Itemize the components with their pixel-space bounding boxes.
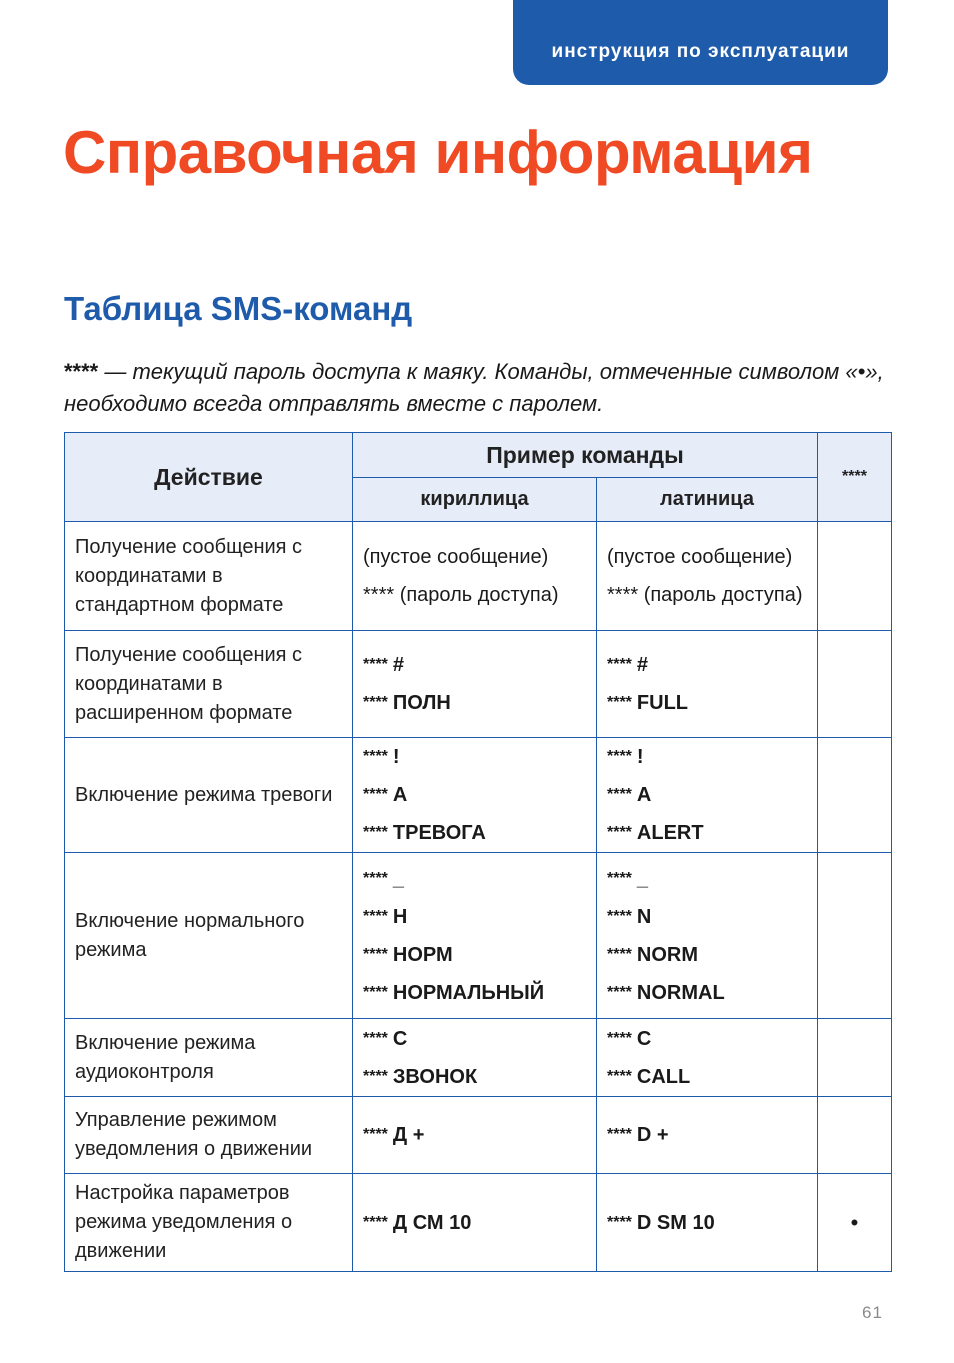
command-text: # xyxy=(636,654,649,676)
command-latin-cell xyxy=(597,631,818,738)
password-placeholder: **** xyxy=(363,869,388,887)
table-body xyxy=(65,522,892,1272)
password-placeholder: **** xyxy=(607,1029,632,1047)
header-cyrillic: кириллица xyxy=(353,478,597,522)
command-line xyxy=(607,1204,807,1242)
password-required-flag xyxy=(818,1019,892,1097)
command-text: N xyxy=(636,905,652,928)
password-placeholder: **** xyxy=(363,1067,388,1085)
password-placeholder: **** xyxy=(607,983,632,1001)
command-text: ALERT xyxy=(636,822,704,844)
password-placeholder: **** xyxy=(363,656,388,673)
command-text: Д СМ 10 xyxy=(392,1211,472,1234)
command-line xyxy=(363,860,586,898)
password-placeholder: **** xyxy=(363,1213,388,1231)
command-text: ! xyxy=(636,746,644,768)
password-note xyxy=(64,356,894,420)
section-title: Таблица SMS-команд xyxy=(64,290,413,327)
command-line xyxy=(607,1058,807,1096)
command-line xyxy=(363,1204,586,1242)
command-line xyxy=(607,936,807,974)
password-placeholder: **** xyxy=(607,869,632,887)
table-row xyxy=(65,738,892,853)
header-example: Пример команды xyxy=(353,433,818,478)
header-tab-label: инструкция по эксплуатации xyxy=(551,40,850,62)
password-placeholder: **** xyxy=(607,824,632,841)
password-placeholder: **** xyxy=(607,945,632,963)
command-line: (пустое сообщение) xyxy=(363,546,549,568)
command-text: # xyxy=(392,654,405,676)
password-required-flag xyxy=(818,1097,892,1174)
command-line xyxy=(607,974,807,1012)
command-line xyxy=(363,936,586,974)
command-text: Н xyxy=(392,905,408,928)
command-line xyxy=(607,1020,807,1058)
command-text: ПОЛН xyxy=(392,692,451,714)
password-placeholder: **** xyxy=(363,1126,388,1143)
command-text: NORM xyxy=(636,943,699,966)
command-cyrillic-cell xyxy=(353,853,597,1019)
password-required-flag xyxy=(818,522,892,631)
sms-commands-table xyxy=(64,432,892,1272)
command-text: ЗВОНОК xyxy=(392,1065,478,1088)
password-placeholder: **** xyxy=(363,1029,388,1047)
command-line xyxy=(363,814,586,852)
password-placeholder: **** xyxy=(363,786,388,803)
command-line xyxy=(363,1116,586,1154)
command-line xyxy=(607,738,807,776)
command-line xyxy=(363,898,586,936)
password-placeholder: **** xyxy=(363,824,388,841)
password-placeholder: **** xyxy=(363,983,388,1001)
header-action: Действие xyxy=(65,433,353,522)
command-latin-cell xyxy=(597,522,818,631)
command-line xyxy=(363,974,586,1012)
password-placeholder: **** xyxy=(607,786,632,803)
password-placeholder: **** xyxy=(363,907,388,925)
command-text: A xyxy=(636,784,652,806)
command-text: _ xyxy=(392,867,405,890)
command-text: НОРМ xyxy=(392,943,453,966)
password-required-flag xyxy=(818,631,892,738)
action-cell: Управление режимом уведомления о движении xyxy=(65,1097,353,1174)
command-text: ТРЕВОГА xyxy=(392,822,486,844)
command-line: (пустое сообщение) xyxy=(607,546,793,568)
command-line xyxy=(363,738,586,776)
action-cell: Получение сообщения с координатами в расширенном формате xyxy=(65,631,353,738)
command-line xyxy=(363,1020,586,1058)
action-cell: Настройка параметров режима уведомления о движении xyxy=(65,1174,353,1272)
command-text: C xyxy=(636,1027,652,1050)
command-line xyxy=(607,898,807,936)
password-placeholder: **** xyxy=(363,945,388,963)
command-line xyxy=(607,814,807,852)
command-line xyxy=(363,1058,586,1096)
command-latin-cell xyxy=(597,738,818,853)
table-row xyxy=(65,853,892,1019)
page-title: Справочная информация xyxy=(63,119,813,186)
header-tab xyxy=(513,0,888,85)
command-text: D + xyxy=(636,1124,669,1146)
command-text: NORMAL xyxy=(636,981,725,1004)
password-required-flag xyxy=(818,738,892,853)
table-row xyxy=(65,522,892,631)
header-password: **** xyxy=(818,433,892,522)
command-cyrillic-cell xyxy=(353,631,597,738)
table-row xyxy=(65,1097,892,1174)
command-text: ! xyxy=(392,746,400,768)
command-line xyxy=(363,776,586,814)
header-latin: латиница xyxy=(597,478,818,522)
command-line xyxy=(363,684,586,722)
command-line xyxy=(607,1116,807,1154)
command-cyrillic-cell xyxy=(353,1019,597,1097)
command-line xyxy=(607,860,807,898)
password-placeholder: **** xyxy=(607,694,632,711)
table-row xyxy=(65,1174,892,1272)
action-cell: Включение режима тревоги xyxy=(65,738,353,853)
action-cell: Включение режима аудиоконтроля xyxy=(65,1019,353,1097)
command-text: А xyxy=(392,784,408,806)
command-text: _ xyxy=(636,867,649,890)
table-row xyxy=(65,1019,892,1097)
password-placeholder: **** xyxy=(363,748,388,765)
note-stars: **** xyxy=(64,359,99,384)
action-cell: Включение нормального режима xyxy=(65,853,353,1019)
command-text: CALL xyxy=(636,1065,691,1088)
command-cyrillic-cell xyxy=(353,1174,597,1272)
page-number: 61 xyxy=(862,1303,883,1322)
command-cyrillic-cell xyxy=(353,1097,597,1174)
password-placeholder: **** xyxy=(607,907,632,925)
password-placeholder: **** xyxy=(607,1067,632,1085)
command-cyrillic-cell xyxy=(353,738,597,853)
password-placeholder: **** xyxy=(363,694,388,711)
table-row xyxy=(65,631,892,738)
password-placeholder: **** xyxy=(607,1126,632,1143)
password-required-flag: • xyxy=(818,1174,892,1272)
password-placeholder: **** xyxy=(607,1213,632,1231)
note-text: — текущий пароль доступа к маяку. Команды, отмеченные символом «•», необходимо всегда отправлять вместе с паролем. xyxy=(64,359,884,416)
command-line xyxy=(607,776,807,814)
command-text: Д + xyxy=(392,1124,425,1146)
password-placeholder: **** xyxy=(607,656,632,673)
password-placeholder: **** xyxy=(607,748,632,765)
command-latin-cell xyxy=(597,1174,818,1272)
command-cyrillic-cell xyxy=(353,522,597,631)
action-cell: Получение сообщения с координатами в стандартном формате xyxy=(65,522,353,631)
command-line xyxy=(363,646,586,684)
command-latin-cell xyxy=(597,853,818,1019)
command-line xyxy=(607,646,807,684)
command-text: D SM 10 xyxy=(636,1211,715,1234)
command-text: FULL xyxy=(636,692,688,714)
command-line: **** (пароль доступа) xyxy=(607,584,803,606)
command-latin-cell xyxy=(597,1097,818,1174)
command-latin-cell xyxy=(597,1019,818,1097)
command-text: С xyxy=(392,1027,408,1050)
command-line: **** (пароль доступа) xyxy=(363,584,559,606)
command-text: НОРМАЛЬНЫЙ xyxy=(392,981,545,1004)
password-required-flag xyxy=(818,853,892,1019)
command-line xyxy=(607,684,807,722)
